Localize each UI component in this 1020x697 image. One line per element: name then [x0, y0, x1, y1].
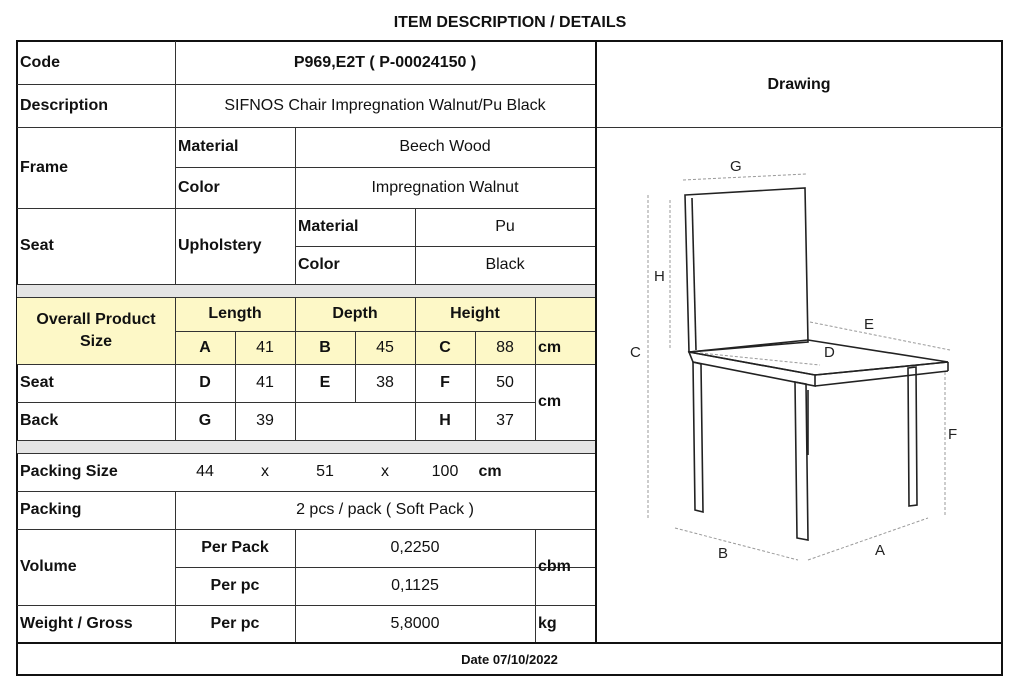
frame-color-label: Color — [178, 178, 220, 196]
dim-g-letter: G — [198, 412, 212, 429]
weight-unit: kg — [538, 614, 557, 632]
frame-material-label: Material — [178, 138, 239, 155]
dim-f-letter: F — [440, 374, 450, 391]
packing-value: 2 pcs / pack ( Soft Pack ) — [296, 501, 474, 518]
dim-e-letter: E — [319, 374, 331, 391]
drawing-label-a: A — [875, 542, 886, 559]
seat-color-value: Black — [485, 256, 525, 273]
volume-per-pc-label: Per pc — [210, 577, 260, 594]
overall-size-label — [17, 297, 175, 364]
length-header: Length — [208, 305, 262, 322]
packing-x-1: x — [261, 463, 269, 480]
dim-b-value: 45 — [376, 338, 394, 356]
weight-label: Weight / Gross — [20, 614, 133, 632]
dim-d-letter: D — [199, 374, 211, 391]
drawing-label-f: F — [948, 426, 958, 443]
date: Date 07/10/2022 — [461, 652, 558, 667]
dim-h-letter: H — [439, 412, 451, 429]
separator-band — [17, 440, 595, 453]
overall-size-label-line1: Overall Product — [36, 310, 156, 328]
description-value: SIFNOS Chair Impregnation Walnut/Pu Black — [224, 96, 546, 114]
dim-g-value: 39 — [256, 412, 274, 429]
page-title: ITEM DESCRIPTION / DETAILS — [393, 14, 627, 31]
dim-d-value: 41 — [256, 374, 274, 391]
dim-b-letter: B — [319, 338, 331, 356]
volume-per-pack-label: Per Pack — [201, 539, 269, 556]
code-value: P969,E2T ( P-00024150 ) — [293, 54, 477, 71]
seat-material-label: Material — [298, 218, 359, 235]
frame-material-value: Beech Wood — [399, 138, 491, 155]
packing-label: Packing — [20, 501, 82, 518]
frame-color-value: Impregnation Walnut — [371, 178, 519, 196]
packing-height: 100 — [431, 463, 459, 480]
packing-width: 51 — [316, 463, 334, 480]
description-label: Description — [20, 96, 109, 114]
overall-size-label-line2: Size — [79, 332, 112, 350]
dim-e-value: 38 — [376, 374, 394, 391]
volume-unit: cbm — [538, 558, 571, 575]
volume-label: Volume — [20, 558, 77, 575]
chair-drawing — [610, 150, 990, 580]
dim-f-value: 50 — [496, 374, 514, 391]
drawing-label-g: G — [730, 158, 742, 175]
overall-unit: cm — [538, 338, 562, 356]
drawing-label-e: E — [864, 316, 875, 333]
dim-c-value: 88 — [496, 338, 514, 356]
packing-length: 44 — [196, 463, 214, 480]
upholstery-label: Upholstery — [178, 237, 262, 254]
dim-a-letter: A — [199, 338, 211, 356]
code-label: Code — [20, 54, 60, 71]
packing-size-unit: cm — [478, 463, 502, 480]
height-header: Height — [450, 305, 500, 322]
seat-label: Seat — [20, 237, 54, 254]
drawing-label-c: C — [630, 344, 641, 361]
back-size-label: Back — [20, 412, 59, 429]
frame-label: Frame — [20, 158, 69, 176]
seat-color-label: Color — [298, 256, 340, 273]
volume-per-pc-value: 0,1125 — [391, 577, 439, 594]
depth-header: Depth — [332, 305, 378, 322]
drawing-header: Drawing — [767, 75, 831, 93]
seat-size-label: Seat — [20, 374, 54, 391]
separator-band — [17, 284, 595, 297]
seat-material-value: Pu — [495, 218, 515, 235]
weight-per-pc-label: Per pc — [210, 614, 260, 632]
dim-h-value: 37 — [496, 412, 514, 429]
volume-per-pack-value: 0,2250 — [390, 539, 440, 556]
packing-size-label: Packing Size — [20, 463, 118, 480]
chair-outline — [685, 188, 948, 540]
dim-c-letter: C — [439, 338, 451, 356]
weight-per-pc-value: 5,8000 — [390, 614, 440, 632]
drawing-label-h: H — [654, 268, 665, 285]
seat-back-unit: cm — [538, 393, 562, 410]
drawing-label-d: D — [824, 344, 835, 361]
dim-a-value: 41 — [256, 338, 274, 356]
drawing-label-b: B — [718, 545, 729, 562]
packing-x-2: x — [381, 463, 389, 480]
